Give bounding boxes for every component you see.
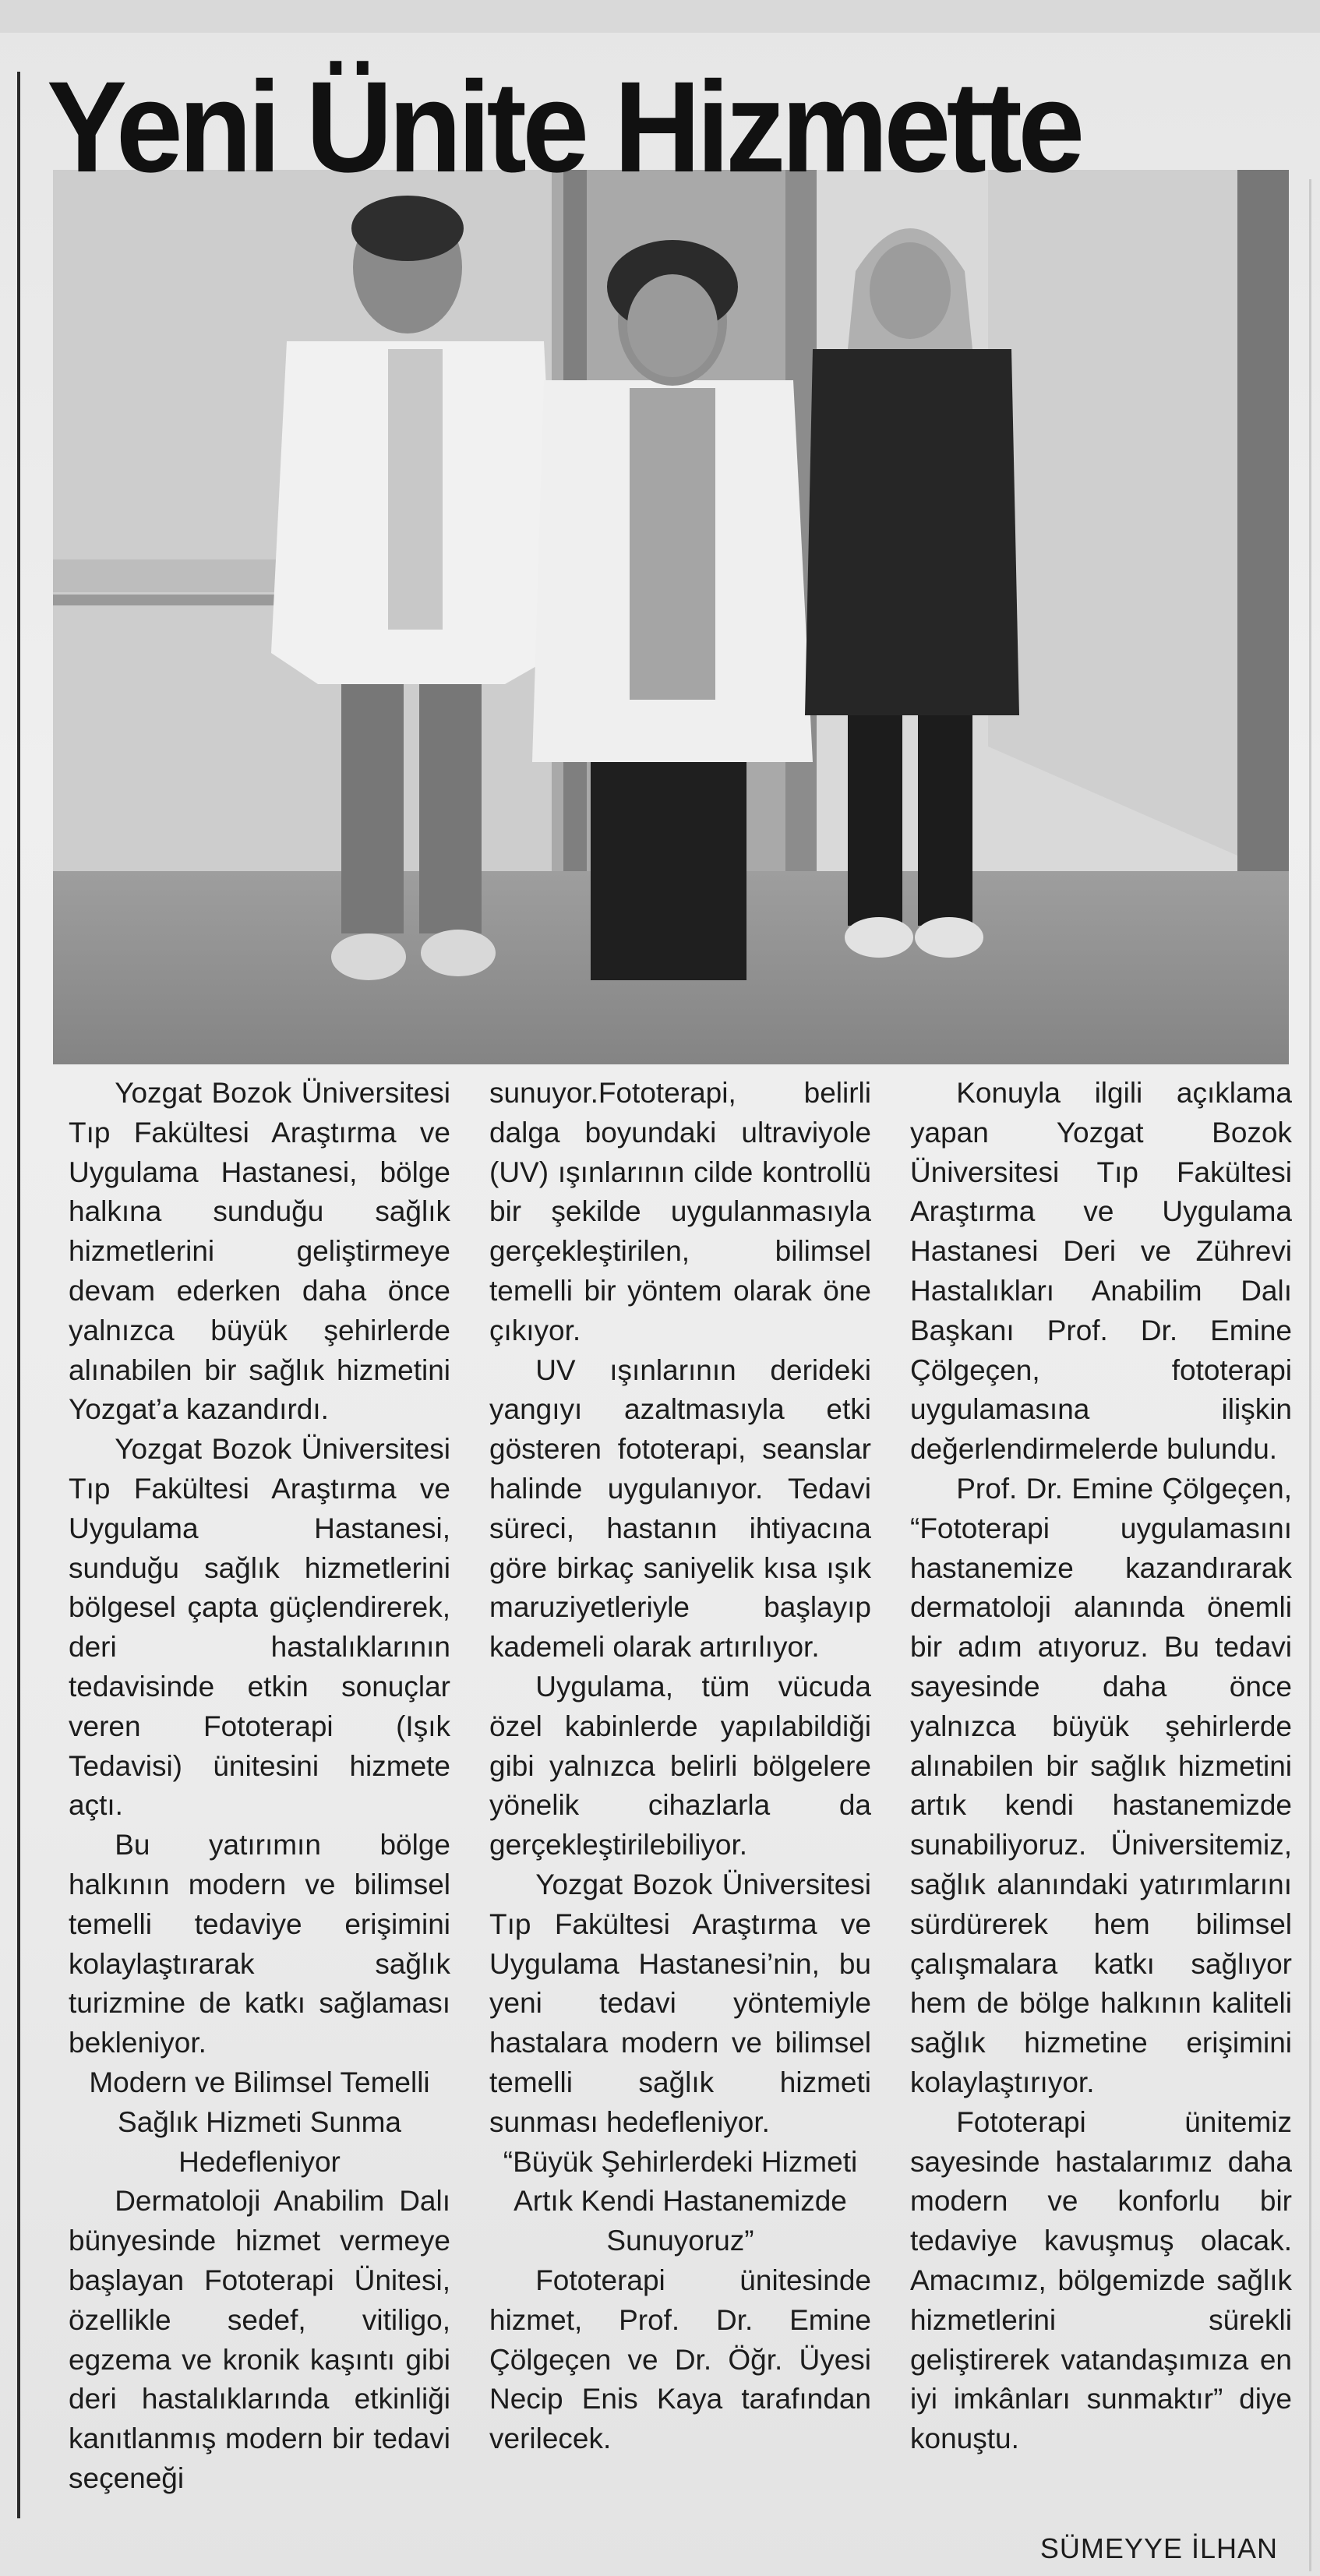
paragraph: Fototerapi ünitemiz sayesinde hastalarımız daha modern ve konforlu bir tedaviye kavuşmuş olacak. Amacımız, bölgemizde sağlık hizmetlerini sürekli geliştirerek vatandaşımıza en iyi imkânları sunmaktır” diye konuştu. — [910, 2105, 1292, 2455]
photo-illustration — [53, 170, 1289, 1064]
paragraph: Bu yatırımın bölge halkının modern ve bilimsel temelli tedaviye erişimini kolaylaştırarak sağlık turizmine de katkı sağlaması bekleniyor. — [69, 1829, 450, 2059]
scan-top-margin — [0, 0, 1320, 33]
column-rule-left — [17, 72, 20, 2518]
paragraph: Yozgat Bozok Üniversitesi Tıp Fakültesi Araştırma ve Uygulama Hastanesi, sunduğu sağlık hizmetlerini bölgesel çapta güçlendirerek, deri hastalıklarının tedavisinde etkin sonuçlar veren Fototerapi (Işık Tedavisi) ünitesini hizmete açtı. — [69, 1433, 450, 1822]
paragraph: Dermatoloji Anabilim Dalı bünyesinde hizmet vermeye başlayan Fototerapi Ünitesi, özellikle sedef, vitiligo, egzema ve kronik kaşıntı gibi deri hastalıklarında etkinliği kanıtlanmış modern bir tedavi seçeneği — [69, 2185, 450, 2494]
paragraph: Prof. Dr. Emine Çölgeçen, “Fototerapi uygulamasını hastanemize kazandırarak dermatoloji alanında önemli bir adım atıyoruz. Bu tedavi sayesinde daha önce yalnızca büyük şehirlerde alınabilen bir sağlık hizmetini artık kendi hastanemizde sunabiliyoruz. Üniversitemiz, sağlık alanındaki yatırımlarını sürdürerek hem bilimsel çalışmalara katkı sağlıyor hem de bölge halkının kaliteli sağlık hizmetine erişimini kolaylaştırıyor. — [910, 1472, 1292, 2098]
paragraph: Yozgat Bozok Üniversitesi Tıp Fakültesi Araştırma ve Uygulama Hastanesi, bölge halkına sunduğu sağlık hizmetlerini geliştirmeye devam ederken daha önce yalnızca büyük şehirlerde alınabilen bir sağlık hizmetini Yozgat’a kazandırdı. — [69, 1077, 450, 1426]
article-body — [69, 1074, 1292, 2523]
paragraph: Yozgat Bozok Üniversitesi Tıp Fakültesi Araştırma ve Uygulama Hastanesi’nin, bu yeni tedavi yöntemiyle hastalara modern ve bilimsel temelli sağlık hizmeti sunması hedefleniyor. — [489, 1868, 871, 2138]
article-column-2 — [489, 1074, 871, 2523]
photo-wall-rail — [53, 559, 287, 592]
article-photo — [53, 170, 1289, 1064]
paragraph: Fototerapi ünitesinde hizmet, Prof. Dr. Emine Çölgeçen ve Dr. Öğr. Üyesi Necip Enis Kaya tarafından verilecek. — [489, 2264, 871, 2455]
paragraph: Konuyla ilgili açıklama yapan Yozgat Bozok Üniversitesi Tıp Fakültesi Araştırma ve Uygulama Hastanesi Deri ve Zührevi Hastalıkları Anabilim Dalı Başkanı Prof. Dr. Emine Çölgeçen, fototerapi uygulamasına ilişkin değerlendirmelerde bulundu. — [910, 1077, 1292, 1466]
article-byline: SÜMEYYE İLHAN — [1039, 2532, 1278, 2564]
article-headline: Yeni Ünite Hizmette — [47, 55, 1081, 199]
paragraph-continued: sunuyor.Fototerapi, belirli dalga boyundaki ultraviyole (UV) ışınlarının cilde kontrollü bir şekilde uygulanmasıyla gerçekleştirilen, bilimsel temelli bir yöntem olarak öne çıkıyor. — [489, 1077, 871, 1346]
article-column-1 — [69, 1074, 450, 2523]
paragraph: UV ışınlarının derideki yangıyı azaltmasıyla etki gösteren fototerapi, seanslar halinde uygulanıyor. Tedavi süreci, hastanın ihtiyacına göre birkaç saniyelik kısa ışık maruziyetleriyle başlayıp kademeli olarak artırılıyor. — [489, 1353, 871, 1664]
page-right-edge — [1309, 179, 1311, 2571]
article-column-3 — [910, 1074, 1292, 2523]
section-subheading: Modern ve Bilimsel Temelli Sağlık Hizmeti Sunma Hedefleniyor — [89, 2066, 430, 2178]
paragraph: Uygulama, tüm vücuda özel kabinlerde yapılabildiği gibi yalnızca belirli bölgelere yönelik cihazlarla da gerçekleştirilebiliyor. — [489, 1670, 871, 1861]
pull-quote-heading: “Büyük Şehirlerdeki Hizmeti Artık Kendi Hastanemizde Sunuyoruz” — [503, 2145, 858, 2257]
